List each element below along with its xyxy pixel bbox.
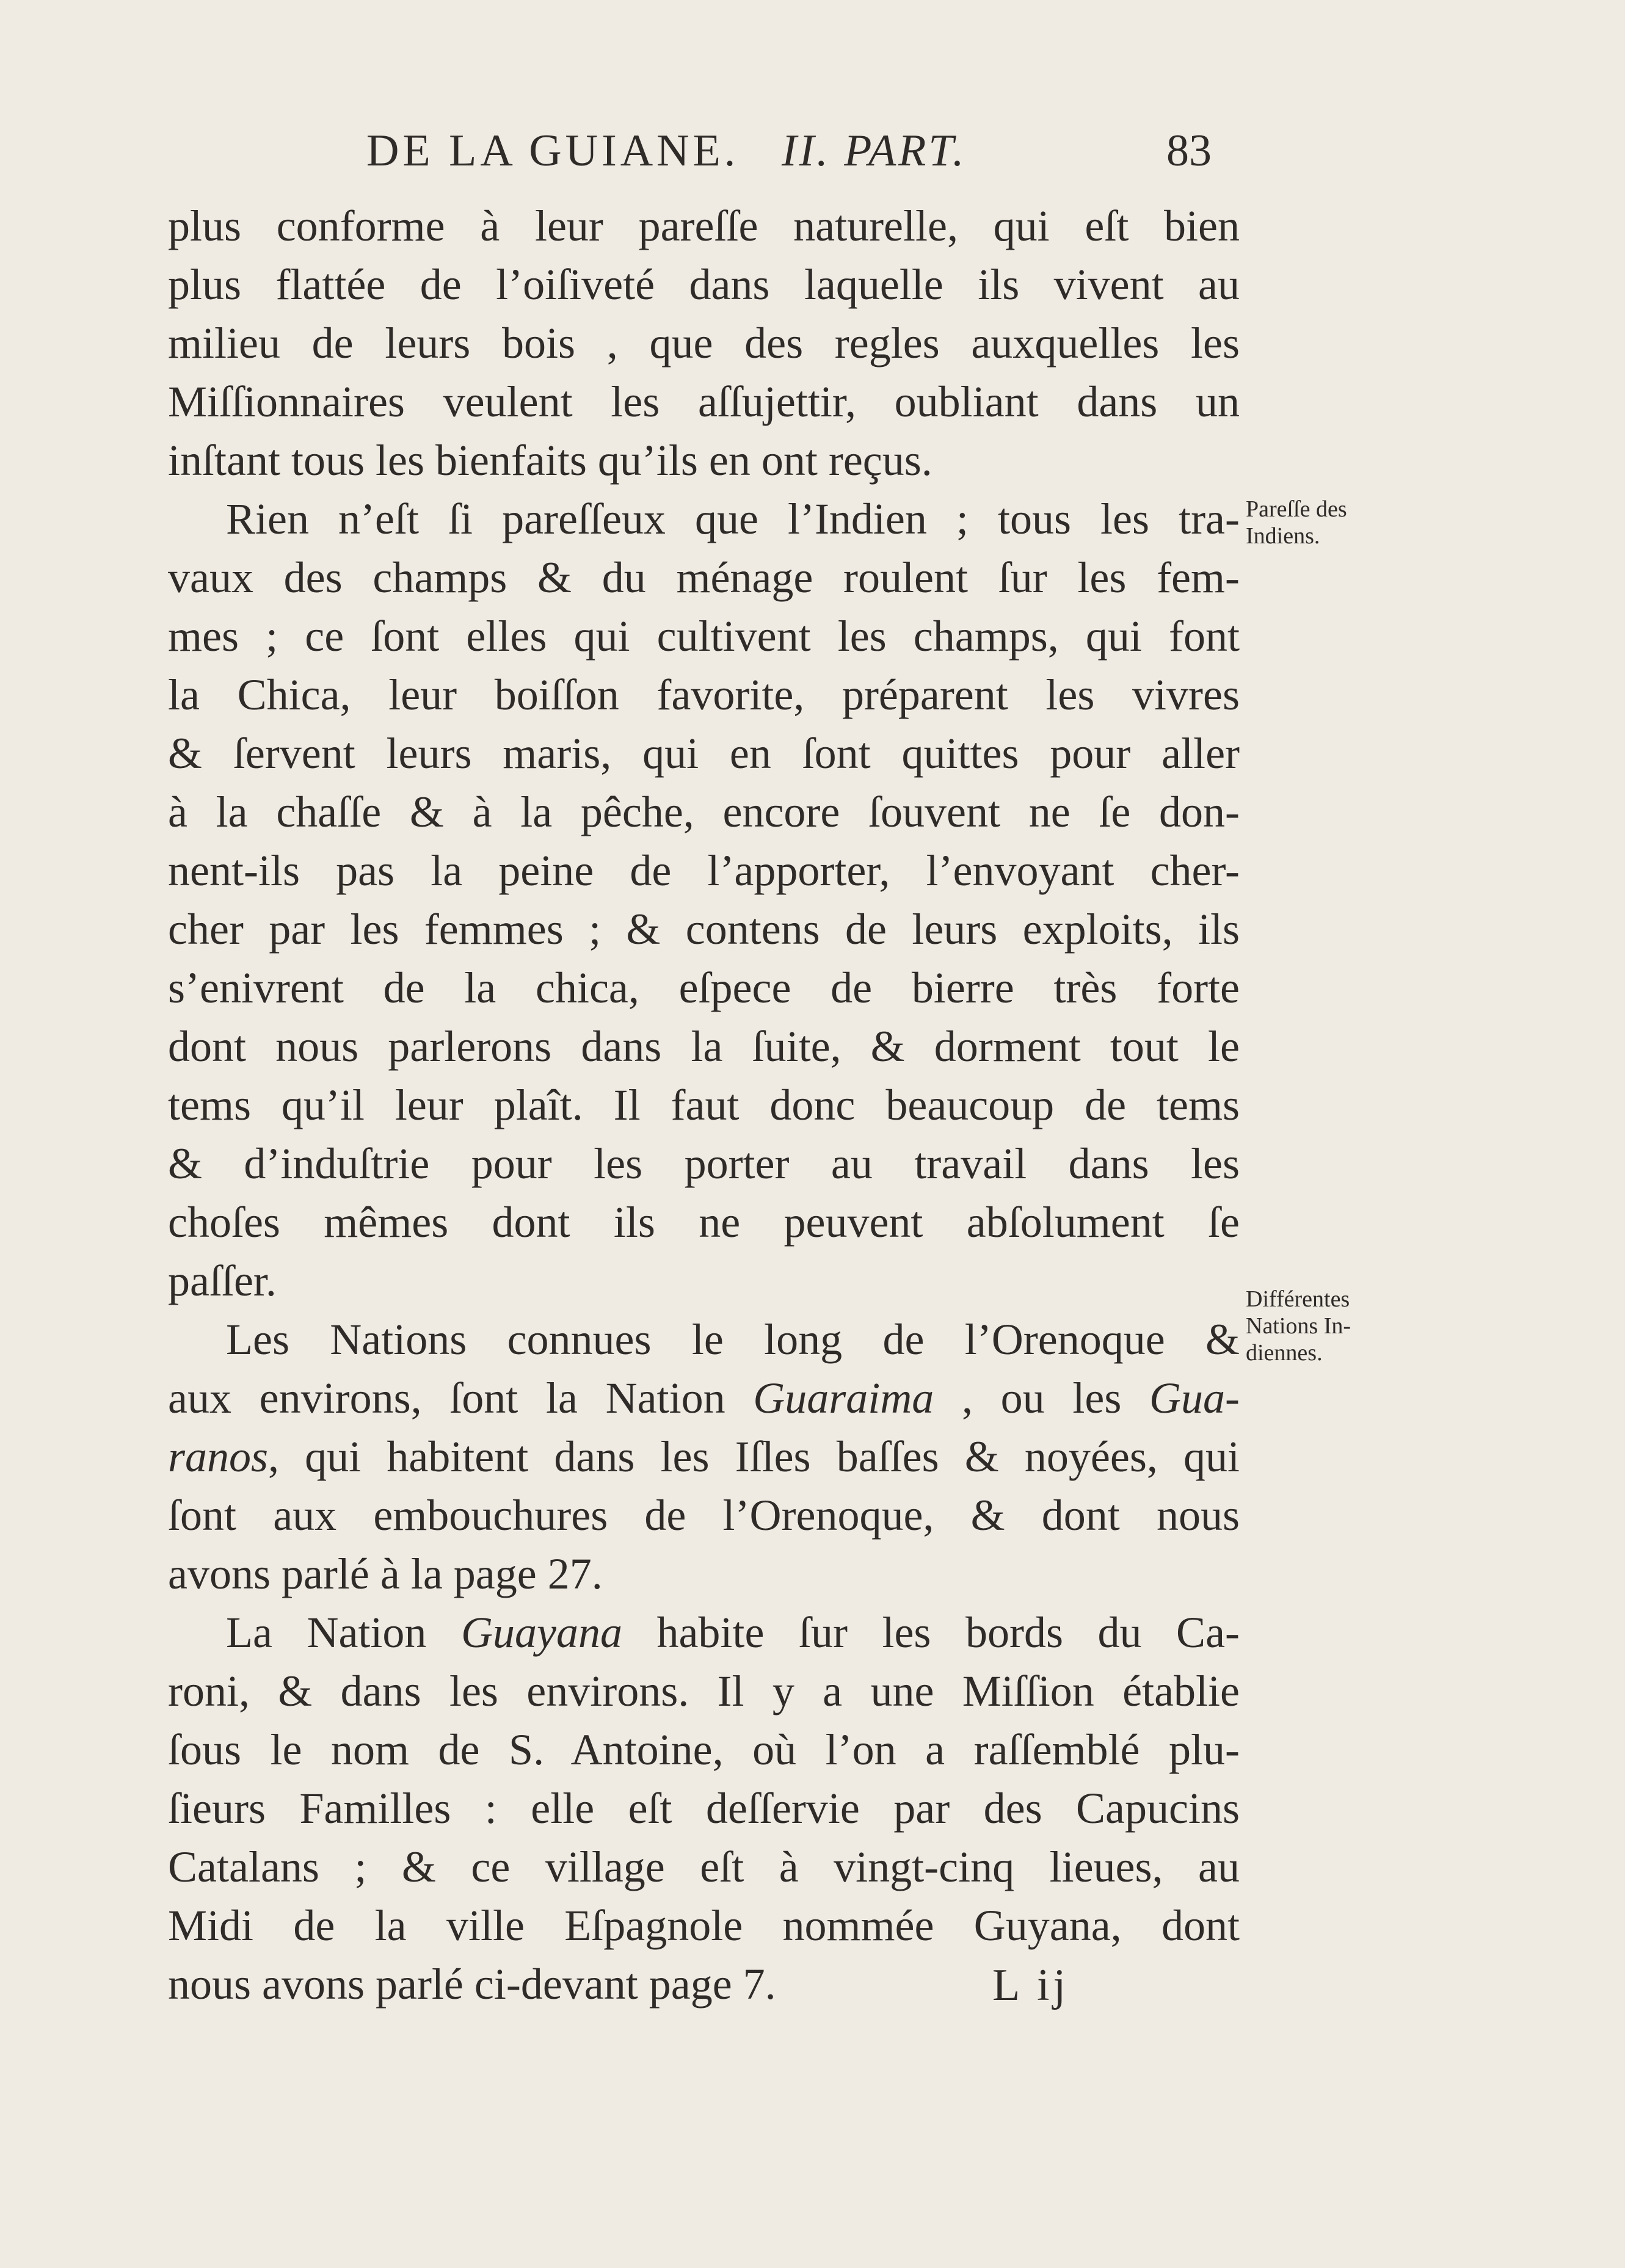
text-line: Rien n’eſt ſi pareſſeux que l’Indien ; tous les tra- (226, 495, 1240, 543)
text-line (168, 1603, 1240, 1662)
margin-note-line: diennes. (1246, 1340, 1323, 1366)
text-line: nous avons parlé ci-devant page 7. (168, 1960, 776, 2009)
header-title: DE LA GUIANE. (366, 126, 740, 176)
text-line: s’enivrent de la chica, eſpece de bierre très forte (168, 963, 1240, 1012)
text-line: & ſervent leurs maris, qui en ſont quittes pour aller (168, 729, 1240, 778)
text-line: dont nous parlerons dans la ſuite, & dorment tout le (168, 1022, 1240, 1071)
text-line: la Chica, leur boiſſon favorite, préparent les vivres (168, 670, 1240, 719)
text-line: vaux des champs & du ménage roulent ſur les fem- (168, 553, 1240, 602)
nation-name: ranos (168, 1432, 269, 1481)
text-line (168, 1369, 1240, 1427)
text-line: nent-ils pas la peine de l’apporter, l’envoyant cher- (168, 846, 1240, 895)
text-line: inſtant tous les bienfaits qu’ils en ont reçus. (168, 436, 932, 485)
text-line: & d’induſtrie pour les porter au travail dans les (168, 1139, 1240, 1188)
text-line-pre: La Nation (226, 1608, 461, 1657)
text-line: mes ; ce ſont elles qui cultivent les champs, qui font (168, 612, 1240, 661)
text-line: tems qu’il leur plaît. Il faut donc beaucoup de tems (168, 1081, 1240, 1129)
text-line: ſous le nom de S. Antoine, où l’on a raſſemblé plu- (168, 1725, 1240, 1774)
signature-mark: L ij (992, 1960, 1070, 2010)
text-line-mid: , ou les (934, 1374, 1150, 1422)
running-header (366, 125, 1234, 192)
text-line: cher par les femmes ; & contens de leurs exploits, ils (168, 905, 1240, 954)
header-part: II. PART. (782, 126, 967, 176)
margin-note (1246, 1286, 1351, 1366)
text-line: Midi de la ville Eſpagnole nommée Guyana, dont (168, 1901, 1240, 1950)
text-line: choſes mêmes dont ils ne peuvent abſolument ſe (168, 1198, 1240, 1247)
text-line: plus flattée de l’oiſiveté dans laquelle ils vivent au (168, 260, 1240, 309)
text-line-pre: aux environs, ſont la Nation (168, 1374, 754, 1422)
text-line: ſont aux embouchures de l’Orenoque, & dont nous (168, 1491, 1240, 1540)
margin-note-line: Pareſſe des (1246, 496, 1347, 522)
text-line-mid: habite ſur les bords du Ca- (622, 1608, 1240, 1657)
text-line (168, 1427, 1240, 1486)
nation-name: Gua- (1149, 1374, 1240, 1422)
margin-note-line: Différentes (1246, 1286, 1350, 1312)
text-line: à la chaſſe & à la pêche, encore ſouvent ne ſe don- (168, 788, 1240, 836)
text-line: plus conforme à leur pareſſe naturelle, qui eſt bien (168, 201, 1240, 250)
margin-note-line: Nations In- (1246, 1313, 1351, 1339)
text-line: Les Nations connues le long de l’Orenoque & (226, 1315, 1240, 1364)
text-line: ſieurs Familles : elle eſt deſſervie par des Capucins (168, 1784, 1240, 1833)
nation-name: Guaraima (753, 1374, 934, 1422)
text-line: milieu de leurs bois , que des regles auxquelles les (168, 319, 1240, 368)
text-line-mid: , qui habitent dans les Iſles baſſes & noyées, qui (268, 1432, 1240, 1481)
nation-name: Guayana (460, 1608, 622, 1657)
text-line: Catalans ; & ce village eſt à vingt-cinq lieues, au (168, 1842, 1240, 1891)
margin-note (1246, 496, 1347, 549)
text-line: roni, & dans les environs. Il y a une Miſſion établie (168, 1667, 1240, 1715)
margin-note-line: Indiens. (1246, 523, 1320, 549)
page-number: 83 (1166, 126, 1212, 176)
text-line: avons parlé à la page 27. (168, 1549, 603, 1598)
body-text (168, 197, 1240, 2013)
text-line: paſſer. (168, 1256, 277, 1305)
text-line: Miſſionnaires veulent les aſſujettir, oubliant dans un (168, 377, 1240, 426)
